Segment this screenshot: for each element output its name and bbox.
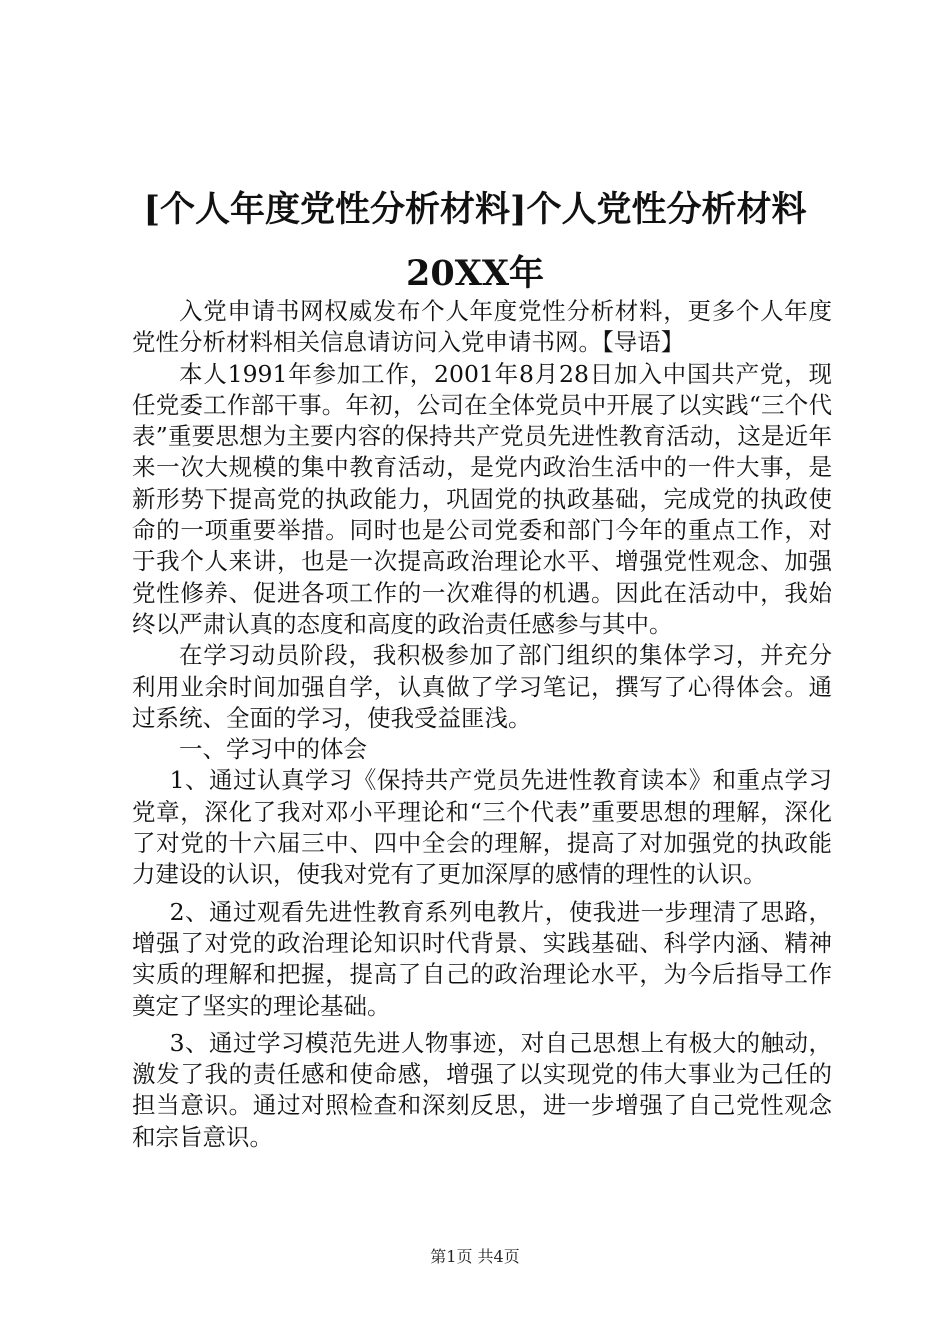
- paragraph-study-phase: 在学习动员阶段，我积极参加了部门组织的集体学习，并充分利用业余时间加强自学，认真做了学习笔记，撰写了心得体会。通过系统、全面的学习，使我受益匪浅。: [132, 641, 832, 732]
- document-title: [100, 178, 850, 306]
- paragraph-point-2: 2、通过观看先进性教育系列电教片，使我进一步理清了思路，增强了对党的政治理论知识时代背景、实践基础、科学内涵、精神实质的理解和把握，提高了自己的政治理论水平，为今后指导工作奠定了坚实的理论基础。: [132, 897, 832, 1020]
- title-line-1: [个人年度党性分析材料]个人党性分析材料: [143, 189, 807, 230]
- paragraph-point-1: 1、通过认真学习《保持共产党员先进性教育读本》和重点学习党章，深化了我对邓小平理论和“三个代表”重要思想的理解，深化了对党的十六届三中、四中全会的理解，提高了对加强党的执政能力建设的认识，使我对党有了更加深厚的感情的理性的认识。: [132, 766, 832, 889]
- document-body: [132, 296, 832, 1153]
- paragraph-background: 本人1991年参加工作，2001年8月28日加入中国共产党，现任党委工作部干事。年初，公司在全体党员中开展了以实践“三个代表”重要思想为主要内容的保持共产党员先进性教育活动，这是近年来一次大规模的集中教育活动，是党内政治生活中的一件大事，是新形势下提高党的执政能力，巩固党的执政基础，完成党的执政使命的一项重要举措。同时也是公司党委和部门今年的重点工作，对于我个人来讲，也是一次提高政治理论水平、增强党性观念、加强党性修养、促进各项工作的一次难得的机遇。因此在活动中，我始终以严肃认真的态度和高度的政治责任感参与其中。: [132, 359, 832, 638]
- title-line-2: 20XX年: [405, 253, 545, 294]
- section-heading: 一、学习中的体会: [179, 735, 367, 764]
- paragraph-intro: 入党申请书网权威发布个人年度党性分析材料，更多个人年度党性分析材料相关信息请访问入党申请书网。【导语】: [132, 297, 832, 357]
- page-footer: 第1页 共4页: [430, 1247, 520, 1266]
- paragraph-point-3: 3、通过学习模范先进人物事迹，对自己思想上有极大的触动，激发了我的责任感和使命感，增强了以实现党的伟大事业为己任的担当意识。通过对照检查和深刻反思，进一步增强了自己党性观念和宗旨意识。: [132, 1028, 832, 1151]
